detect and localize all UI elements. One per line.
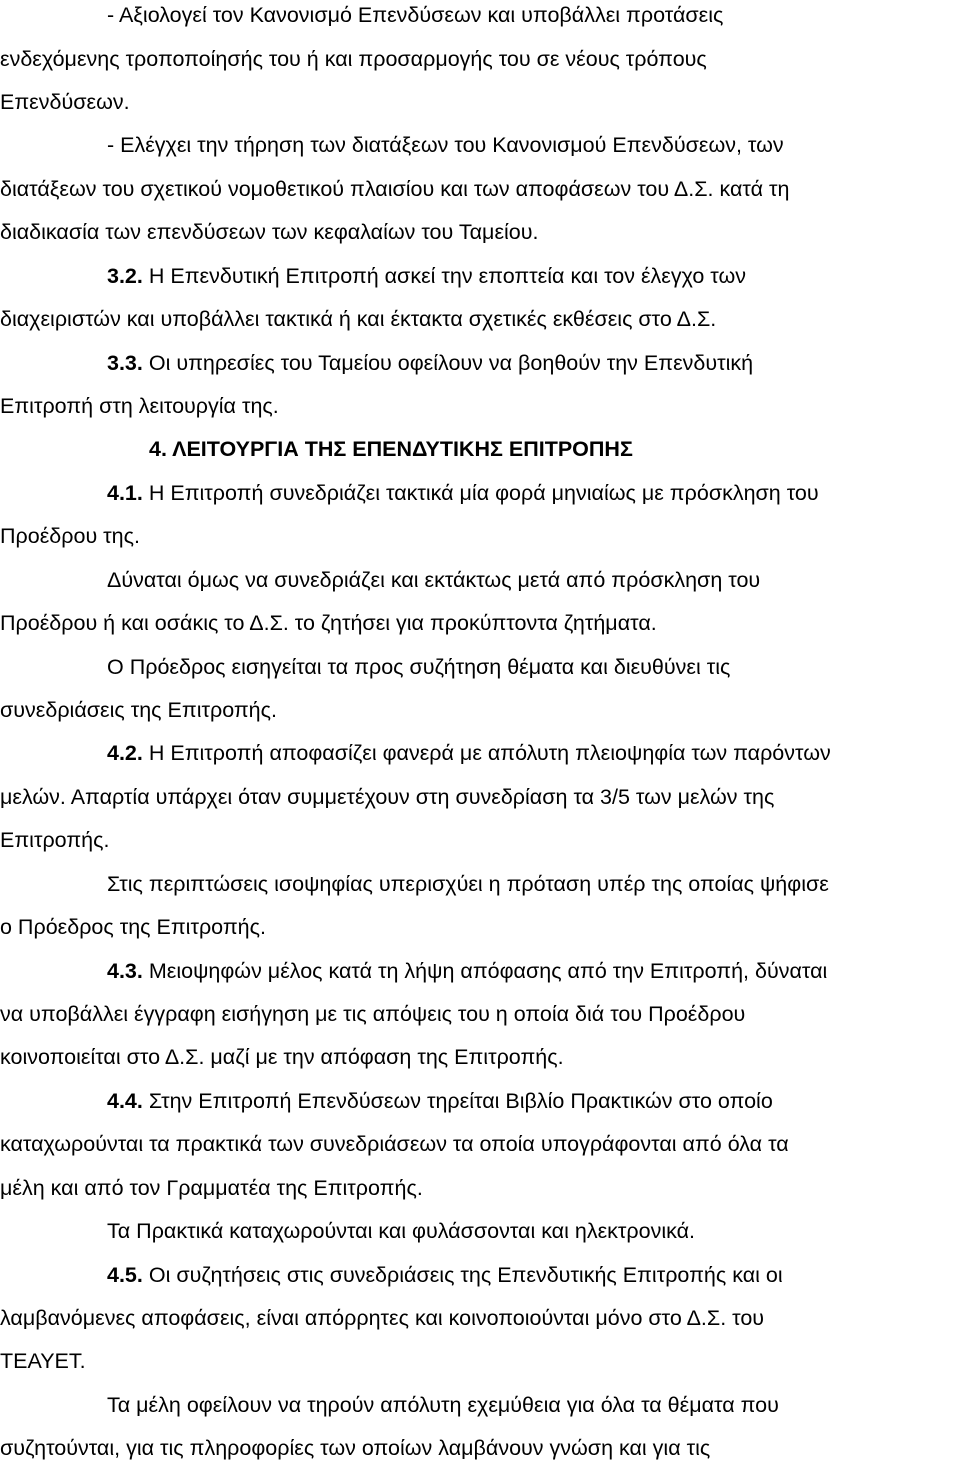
text-line: - Ελέγχει την τήρηση των διατάξεων του Κανονισμού Επενδύσεων, των [107,133,784,157]
text-line: 4.5. Οι συζητήσεις στις συνεδριάσεις της Επενδυτικής Επιτροπής και οι [107,1263,783,1287]
text-line: διαδικασία των επενδύσεων των κεφαλαίων του Ταμείου. [0,220,539,244]
text-line: να υποβάλλει έγγραφη εισήγηση με τις απόψεις του η οποία διά του Προέδρου [0,1002,746,1026]
text-line: Προέδρου ή και οσάκις το Δ.Σ. το ζητήσει για προκύπτοντα ζητήματα. [0,611,657,635]
text-line: μελών. Απαρτία υπάρχει όταν συμμετέχουν στη συνεδρίαση τα 3/5 των μελών της [0,785,775,809]
clause-number: 3.2. [107,264,143,288]
text-line: διατάξεων του σχετικού νομοθετικού πλαισίου και των αποφάσεων του Δ.Σ. κατά τη [0,177,790,201]
text-line: Επιτροπή στη λειτουργία της. [0,394,279,418]
clause-number: 4.1. [107,481,143,505]
clause-number: 4.2. [107,741,143,765]
text-line: Τα Πρακτικά καταχωρούνται και φυλάσσονται και ηλεκτρονικά. [107,1219,696,1243]
text-line: ενδεχόμενης τροποποίησής του ή και προσαρμογής του σε νέους τρόπους [0,47,707,71]
text-line: διαχειριστών και υποβάλλει τακτικά ή και έκτακτα σχετικές εκθέσεις στο Δ.Σ. [0,307,717,331]
text-line: κοινοποιείται στο Δ.Σ. μαζί με την απόφαση της Επιτροπής. [0,1045,564,1069]
text-line: καταχωρούνται τα πρακτικά των συνεδριάσεων τα οποία υπογράφονται από όλα τα [0,1132,789,1156]
text-line: Δύναται όμως να συνεδριάζει και εκτάκτως μετά από πρόσκληση του [107,568,761,592]
text-line: συζητούνται, για τις πληροφορίες των οποίων λαμβάνουν γνώση και για τις [0,1436,711,1460]
text-line: 4.4. Στην Επιτροπή Επενδύσεων τηρείται Βιβλίο Πρακτικών στο οποίο [107,1089,773,1113]
clause-number: 4.4. [107,1089,143,1113]
text-line: συνεδριάσεις της Επιτροπής. [0,698,277,722]
text-line: ο Πρόεδρος της Επιτροπής. [0,915,266,939]
text-line: 4.3. Μειοψηφών μέλος κατά τη λήψη απόφασης από την Επιτροπή, δύναται [107,959,828,983]
clause-number: 4.3. [107,959,143,983]
text-line: 4.2. Η Επιτροπή αποφασίζει φανερά με απόλυτη πλειοψηφία των παρόντων [107,741,831,765]
text-line: μέλη και από τον Γραμματέα της Επιτροπής. [0,1176,423,1200]
text-line: λαμβανόμενες αποφάσεις, είναι απόρρητες και κοινοποιούνται μόνο στο Δ.Σ. του [0,1306,765,1330]
text-line: - Αξιολογεί τον Κανονισμό Επενδύσεων και υποβάλλει προτάσεις [107,3,724,27]
clause-number: 4.5. [107,1263,143,1287]
clause-number: 3.3. [107,351,143,375]
text-line: Στις περιπτώσεις ισοψηφίας υπερισχύει η πρόταση υπέρ της οποίας ψήφισε [107,872,829,896]
text-line: Ο Πρόεδρος εισηγείται τα προς συζήτηση θέματα και διευθύνει τις [107,655,731,679]
text-line: Επιτροπής. [0,828,110,852]
text-line: Επενδύσεων. [0,90,130,114]
text-line: ΤΕΑΥΕΤ. [0,1349,86,1373]
text-line: Τα μέλη οφείλουν να τηρούν απόλυτη εχεμύθεια για όλα τα θέματα που [107,1393,779,1417]
text-line: 4.1. Η Επιτροπή συνεδριάζει τακτικά μία φορά μηνιαίως με πρόσκληση του [107,481,819,505]
text-line: 3.2. Η Επενδυτική Επιτροπή ασκεί την εποπτεία και τον έλεγχο των [107,264,747,288]
text-line: 3.3. Οι υπηρεσίες του Ταμείου οφείλουν να βοηθούν την Επενδυτική [107,351,754,375]
text-line: Προέδρου της. [0,524,140,548]
section-heading: 4. ΛΕΙΤΟΥΡΓΙΑ ΤΗΣ ΕΠΕΝΔΥΤΙΚΗΣ ΕΠΙΤΡΟΠΗΣ [149,437,633,461]
